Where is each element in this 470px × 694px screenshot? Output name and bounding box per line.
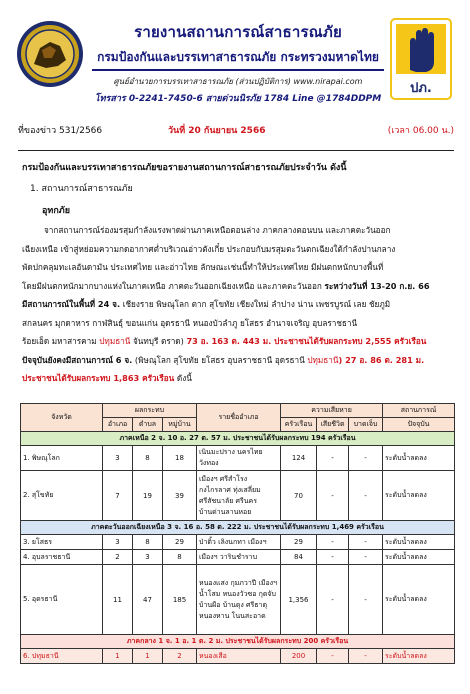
current-status-count: ปัจจุบันยังคงมีสถานการณ์ 6 จ. <box>22 354 133 365</box>
report-time: (เวลา 06.00 น.) <box>387 126 454 136</box>
flood-impact-table <box>20 403 455 664</box>
village-cell: 2 <box>163 649 197 664</box>
table-row <box>21 565 455 635</box>
region-row-north <box>21 432 455 446</box>
status-cell: ระดับน้ำลดลง <box>383 649 455 664</box>
province-cell: 4. อุบลราชธานี <box>21 550 103 565</box>
department-name: กรมป้องกันและบรรเทาสาธารณภัย กระทรวงมหาดไทย <box>92 48 384 71</box>
subdistrict-cell: 3 <box>133 550 163 565</box>
para-text: เชียงราย พิษณุโลก ตาก สุโขทัย เชียงใหม่ ลำปาง น่าน เพชรบูรณ์ เลย ชัยภูมิ <box>120 299 391 309</box>
households-cell: 84 <box>281 550 317 565</box>
village-cell: 185 <box>163 565 197 635</box>
status-cell: ระดับน้ำลดลง <box>383 446 455 471</box>
deaths-cell: - <box>317 535 349 550</box>
period-highlight: ระหว่างวันที่ 13-20 ก.ย. 66 <box>324 280 430 291</box>
col-injured: บาดเจ็บ <box>349 418 383 432</box>
para-text: ร้อยเอ็ด มหาสารคาม <box>22 336 100 346</box>
flood-subheading: อุทกภัย <box>42 206 70 216</box>
injured-cell: - <box>349 649 383 664</box>
document-info-row <box>18 123 454 139</box>
para-text: จันทบุรี ตราด) <box>130 336 187 346</box>
district-cell: 2 <box>103 550 133 565</box>
district-names-cell: ป่าติ้ว เลิงนกทา เมืองฯ <box>197 535 281 550</box>
province-cell: 3. ยโสธร <box>21 535 103 550</box>
document-number: ที่ของข่าว 531/2566 <box>18 126 103 136</box>
district-cell: 3 <box>103 446 133 471</box>
injured-cell: - <box>349 565 383 635</box>
district-names-cell: เมืองฯ ศรีสำโรง กงไกรลาศ ทุ่งเสลี่ยม ศรีสัชนาลัย ศรีนคร บ้านด่านลานหอย <box>197 471 281 521</box>
subdistrict-cell: 1 <box>133 649 163 664</box>
col-village: หมู่บ้าน <box>163 418 197 432</box>
province-highlight: ปทุมธานี <box>99 336 131 346</box>
current-households-highlight: ประชาชนได้รับผลกระทบ 1,863 ครัวเรือน <box>22 373 175 383</box>
total-impact-highlight: 73 อ. 163 ต. 443 ม. ประชาชนได้รับผลกระทบ 2,555 ครัวเรือน <box>186 336 427 346</box>
para-line <box>22 369 454 388</box>
para-line: สกลนคร มุกดาหาร กาฬสินธุ์ ขอนแก่น อุดรธานี หนองบัวลำภู ยโสธร อำนาจเจริญ อุบลราชธานี <box>22 317 358 328</box>
header-divider <box>18 150 454 151</box>
village-cell: 29 <box>163 535 197 550</box>
region-row-northeast <box>21 521 455 535</box>
table-row <box>21 550 455 565</box>
injured-cell: - <box>349 550 383 565</box>
subdistrict-cell: 19 <box>133 471 163 521</box>
ddpm-hand-logo <box>390 18 452 100</box>
households-cell: 200 <box>281 649 317 664</box>
subdistrict-cell: 8 <box>133 446 163 471</box>
report-date: วันที่ 20 กันยายน 2566 <box>168 126 266 136</box>
district-names-cell: หนองเสือ <box>197 649 281 664</box>
district-cell: 7 <box>103 471 133 521</box>
injured-cell: - <box>349 471 383 521</box>
injured-cell: - <box>349 535 383 550</box>
district-names-cell: หนองแสง กุมภวาปี เมืองฯ น้ำโสม หนองวัวซอ กุดจับ บ้านผือ บ้านดุง ศรีธาตุ หนองหาน โนนสะอาด <box>197 565 281 635</box>
para-text: (พิษณุโลก สุโขทัย ยโสธร อุบลราชธานี อุดรธานี <box>132 354 308 365</box>
region-summary: ภาคกลาง 1 จ. 1 อ. 1 ต. 2 ม. ประชาชนได้รับผลกระทบ 200 ครัวเรือน <box>21 635 455 649</box>
table-header-row <box>21 404 455 418</box>
col-district: อำเภอ <box>103 418 133 432</box>
district-names-cell: เมืองฯ วารินชำราบ <box>197 550 281 565</box>
para-text: ดังนี้ <box>174 373 192 383</box>
region-row-central <box>21 635 455 649</box>
status-cell: ระดับน้ำลดลง <box>383 550 455 565</box>
department-emblem-logo <box>16 20 84 88</box>
status-cell: ระดับน้ำลดลง <box>383 565 455 635</box>
village-cell: 18 <box>163 446 197 471</box>
region-summary: ภาคเหนือ 2 จ. 10 อ. 27 ต. 57 ม. ประชาชนได้รับผลกระทบ 194 ครัวเรือน <box>21 432 455 446</box>
village-cell: 8 <box>163 550 197 565</box>
col-subdistrict: ตำบล <box>133 418 163 432</box>
col-households: ครัวเรือน <box>281 418 317 432</box>
para-text: โดยมีฝนตกหนักมากบางแห่งในภาคเหนือ ภาคตะวันออกเฉียงเหนือ และภาคตะวันออก <box>22 280 325 291</box>
injured-cell: - <box>349 446 383 471</box>
village-cell: 39 <box>163 471 197 521</box>
situation-paragraph <box>22 221 454 388</box>
report-title: รายงานสถานการณ์สาธารณภัย <box>134 23 342 41</box>
district-cell: 1 <box>103 649 133 664</box>
affected-provinces-count: มีสถานการณ์ในพื้นที่ 24 จ. <box>22 299 121 309</box>
province-cell: 5. อุดรธานี <box>21 565 103 635</box>
table-row <box>21 535 455 550</box>
section-1-heading: 1. สถานการณ์สาธารณภัย <box>30 184 133 194</box>
subdistrict-cell: 8 <box>133 535 163 550</box>
ddpm-logo-text: ปภ. <box>410 81 432 96</box>
report-header <box>0 0 470 112</box>
col-district-names: รายชื่ออำเภอ <box>197 404 281 432</box>
province-highlight: ปทุมธานี <box>307 354 339 365</box>
households-cell: 29 <box>281 535 317 550</box>
contact-line: โทรสาร 0-2241-7450-6 สายด่วนนิรภัย 1784 Line @1784DDPM <box>94 94 382 104</box>
households-cell: 1,356 <box>281 565 317 635</box>
deaths-cell: - <box>317 565 349 635</box>
province-cell: 6. ปทุมธานี <box>21 649 103 664</box>
intro-statement: กรมป้องกันและบรรเทาสาธารณภัยขอรายงานสถานการณ์สาธารณภัยประจำวัน ดังนี้ <box>22 163 347 173</box>
col-damage: ความเสียหาย <box>281 404 383 418</box>
households-cell: 124 <box>281 446 317 471</box>
province-cell: 1. พิษณุโลก <box>21 446 103 471</box>
deaths-cell: - <box>317 471 349 521</box>
deaths-cell: - <box>317 649 349 664</box>
para-line <box>22 332 454 351</box>
table-row <box>21 471 455 521</box>
deaths-cell: - <box>317 446 349 471</box>
col-deaths: เสียชีวิต <box>317 418 349 432</box>
status-cell: ระดับน้ำลดลง <box>383 535 455 550</box>
para-line: เฉียงเหนือ เข้าสู่หย่อมความกดอากาศต่ำบริเวณอ่าวตังเกี๋ย ประกอบกับมรสุมตะวันตกเฉียงใต้กำลังปานกลาง <box>22 243 396 254</box>
para-line <box>22 295 454 314</box>
para-line <box>22 351 454 370</box>
col-current: ปัจจุบัน <box>383 418 455 432</box>
para-line <box>22 277 454 296</box>
col-status: สถานการณ์ <box>383 404 455 418</box>
district-names-cell: เนินมะปราง นครไทย วังทอง <box>197 446 281 471</box>
para-line: พัดปกคลุมทะเลอันดามัน ประเทศไทย และอ่าวไทย ลักษณะเช่นนี้ทำให้ประเทศไทย มีฝนตกหนักบางพื้นที่ <box>22 262 384 272</box>
command-center-line: ศูนย์อำนวยการบรรเทาสาธารณภัย (ส่วนปฏิบัติการ) www.nirapai.com <box>113 77 363 86</box>
header-title-block <box>92 20 384 105</box>
col-province: จังหวัด <box>21 404 103 432</box>
region-summary: ภาคตะวันออกเฉียงเหนือ 3 จ. 16 อ. 58 ต. 222 ม. ประชาชนได้รับผลกระทบ 1,469 ครัวเรือน <box>21 521 455 535</box>
table-row <box>21 446 455 471</box>
status-cell: ระดับน้ำลดลง <box>383 471 455 521</box>
current-impact-highlight: ) 27 อ. 86 ต. 281 ม. <box>338 354 425 365</box>
district-cell: 11 <box>103 565 133 635</box>
col-affected: ผลกระทบ <box>103 404 197 418</box>
table-row <box>21 649 455 664</box>
subdistrict-cell: 47 <box>133 565 163 635</box>
households-cell: 70 <box>281 471 317 521</box>
deaths-cell: - <box>317 550 349 565</box>
district-cell: 3 <box>103 535 133 550</box>
province-cell: 2. สุโขทัย <box>21 471 103 521</box>
para-line: จากสถานการณ์ร่องมรสุมกำลังแรงพาดผ่านภาคเหนือตอนล่าง ภาคกลางตอนบน และภาคตะวันออก <box>44 225 391 235</box>
